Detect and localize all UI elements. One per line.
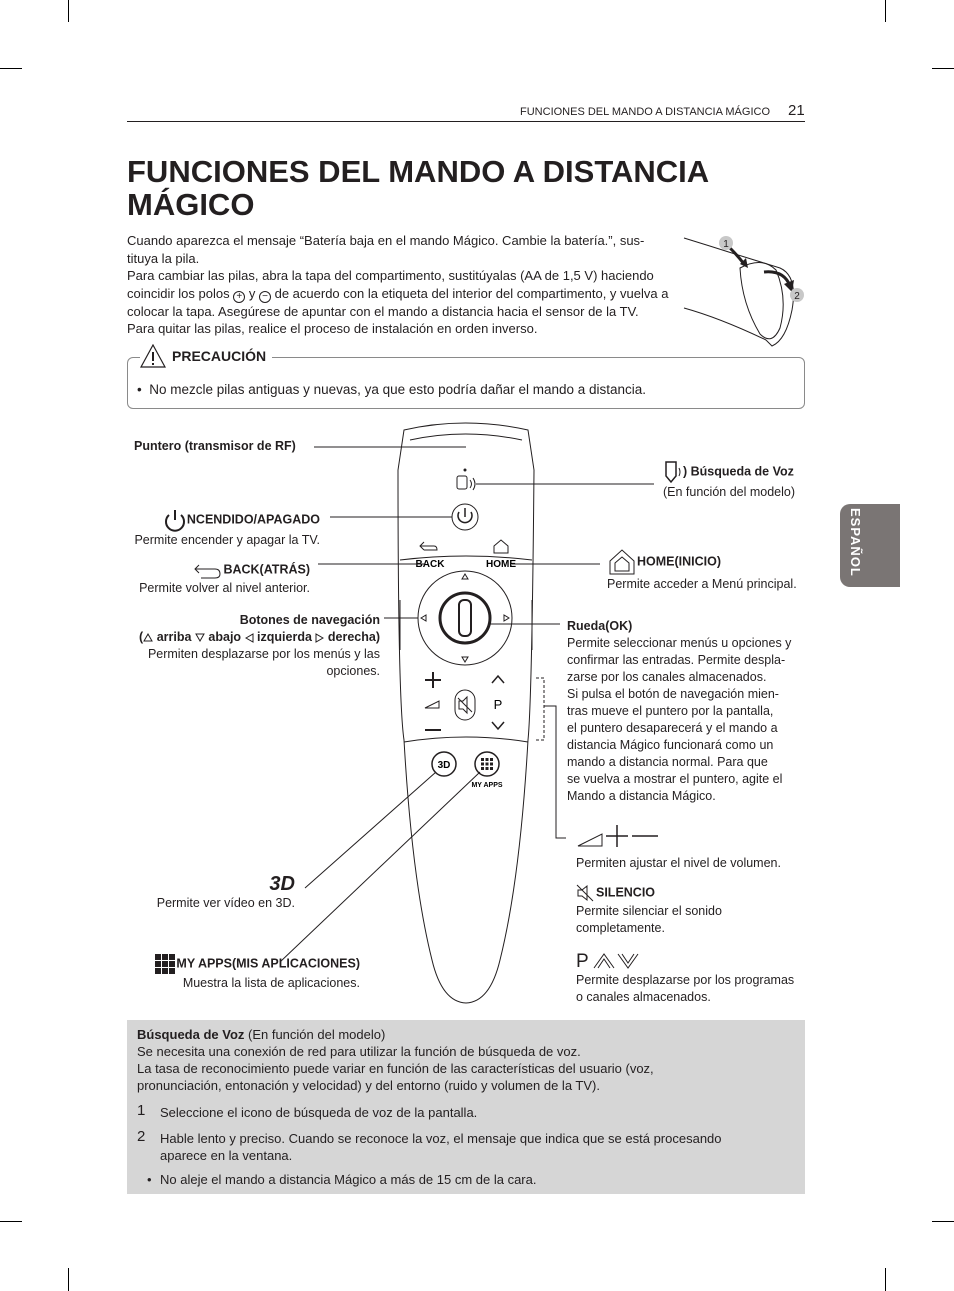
note-title-row — [137, 1026, 797, 1043]
minus-pole-icon: − — [259, 291, 271, 303]
program-title-row — [576, 950, 816, 972]
nav-left-text: izquierda — [257, 630, 312, 644]
crop-mark — [0, 1221, 22, 1222]
intro-text: y — [248, 285, 256, 301]
nav-directions — [110, 629, 380, 646]
note-line: Se necesita una conexión de red para utilizar la función de búsqueda de voz. — [137, 1044, 581, 1059]
nav-desc: Permiten desplazarse por los menús y las — [147, 647, 380, 661]
triangle-right-icon — [315, 633, 324, 643]
page-number: 21 — [788, 102, 805, 119]
volume-icons — [576, 822, 666, 850]
nav-paren: ( — [139, 630, 144, 644]
wheel-callout — [567, 618, 812, 805]
leader-bracket — [536, 678, 544, 740]
home-title: HOME(INICIO) — [637, 554, 722, 569]
program-callout — [576, 950, 816, 1006]
microphone-icon — [663, 460, 683, 484]
voice-title-row — [663, 460, 813, 484]
my-apps-title: MY APPS(MIS APLICACIONES) — [176, 956, 360, 971]
home-icon — [494, 540, 508, 553]
threed-desc: Permite ver vídeo en 3D. — [156, 896, 295, 910]
voice-wave-icon — [470, 478, 475, 490]
back-title: BACK(ATRÁS) — [223, 562, 310, 577]
volume-level-icon — [578, 834, 602, 846]
step-text: Hable lento y preciso. Cuando se reconoce la voz, el mensaje que indica que se está procesando — [160, 1131, 722, 1146]
voice-title: ) Búsqueda de Voz — [683, 464, 794, 479]
my-apps-callout — [120, 953, 360, 992]
back-button-label[interactable]: BACK — [415, 559, 445, 570]
triangle-left-icon — [245, 633, 254, 643]
note-bullet: • — [147, 1172, 152, 1187]
back-callout — [110, 560, 310, 597]
wheel-desc-line: mando a distancia normal. Para que — [567, 755, 768, 769]
program-down-button[interactable] — [492, 722, 504, 729]
power-callout — [120, 508, 320, 549]
wheel-desc-line: distancia Mágico funcionará como un — [567, 738, 774, 752]
crop-mark — [932, 1221, 954, 1222]
remote-inner-outline — [410, 434, 522, 440]
intro-line: Para quitar las pilas, realice el proceso de instalación en orden inverso. — [127, 321, 538, 336]
wheel-desc-line: tras mueve el puntero por la pantalla, — [567, 704, 774, 718]
plus-pole-icon: + — [233, 291, 245, 303]
caution-heading-text: PRECAUCIÓN — [172, 348, 267, 364]
wheel-desc-line: confirmar las entradas. Permite despla- — [567, 653, 786, 667]
pointer-label: Puntero (transmisor de RF) — [134, 439, 296, 453]
home-title-row — [607, 548, 817, 576]
intro-text: de acuerdo con la etiqueta del interior del compartimento, y vuelva a — [274, 285, 669, 301]
mute-callout — [576, 883, 816, 937]
navigation-callout — [110, 612, 380, 680]
wheel-desc-line: zarse por los canales almacenados. — [567, 670, 767, 684]
triangle-up-icon — [143, 633, 153, 642]
step-number: 2 — [137, 1128, 146, 1145]
volume-up-button[interactable] — [425, 672, 441, 688]
wheel-desc-line: se vuelva a mostrar el puntero, agite el — [567, 772, 783, 786]
volume-callout — [576, 822, 816, 872]
wheel-desc-line: Si pulsa el botón de navegación mien- — [567, 687, 779, 701]
language-tab-label: ESPAÑOL — [848, 508, 863, 577]
threed-symbol: 3D — [269, 873, 295, 895]
note-line: pronunciación, entonación y velocidad) y del entorno (ruido y volumen de la TV). — [137, 1078, 600, 1093]
intro-line: Para cambiar las pilas, abra la tapa del compartimento, sustitúyalas (AA de 1,5 V) haciendo — [127, 268, 654, 283]
caution-text: No mezcle pilas antiguas y nuevas, ya que esto podría dañar el mando a distancia. — [149, 382, 647, 397]
my-apps-button-label: MY APPS — [471, 782, 503, 789]
page-title: FUNCIONES DEL MANDO A DISTANCIA MÁGICO — [127, 154, 708, 222]
mute-desc: Permite silenciar el sonido — [576, 904, 722, 918]
microphone-icon — [457, 476, 467, 489]
step-number: 1 — [723, 239, 729, 250]
crop-mark — [885, 1268, 886, 1291]
nav-right-text: derecha) — [327, 630, 380, 644]
power-desc: Permite encender y apagar la TV. — [134, 533, 320, 547]
mute-icon — [576, 883, 596, 903]
home-button-label[interactable]: HOME — [486, 559, 516, 570]
wheel-desc-line: el puntero desaparecerá y el mando a — [567, 721, 778, 735]
home-callout — [607, 548, 817, 593]
note-title: Búsqueda de Voz — [137, 1027, 245, 1042]
sensor-dot — [464, 469, 467, 472]
step-number: 2 — [794, 291, 800, 302]
remote-panel-line — [404, 737, 528, 742]
power-title-row — [120, 508, 320, 532]
nav-up-text: arriba — [156, 630, 192, 644]
power-icon — [163, 508, 187, 532]
nav-title: Botones de navegación — [239, 613, 380, 627]
back-desc: Permite volver al nivel anterior. — [139, 581, 310, 595]
threed-button-label: 3D — [437, 760, 451, 771]
threed-callout — [120, 873, 295, 912]
plus-icon — [606, 825, 628, 847]
intro-text: coincidir los polos — [127, 285, 230, 301]
my-apps-title-row — [120, 953, 360, 975]
intro-line: tituya la pila. — [127, 250, 200, 266]
power-title: NCENDIDO/APAGADO — [186, 512, 320, 527]
volume-level-icon — [425, 701, 439, 708]
running-header: FUNCIONES DEL MANDO A DISTANCIA MÁGICO — [520, 106, 770, 118]
program-up-button[interactable] — [492, 676, 504, 683]
back-title-row — [110, 560, 310, 580]
wheel-title: Rueda(OK) — [567, 619, 633, 633]
wheel-desc-line: Permite seleccionar menús u opciones y — [567, 636, 792, 650]
leader-line — [305, 772, 436, 888]
program-label: P — [493, 697, 503, 712]
home-desc: Permite acceder a Menú principal. — [607, 577, 797, 591]
leader-line — [544, 706, 566, 838]
triangle-down-icon — [195, 633, 205, 642]
back-icon — [193, 560, 223, 580]
program-desc: Permite desplazarse por los programas — [576, 973, 795, 987]
bullet: • — [137, 382, 142, 397]
apps-grid-icon — [154, 953, 176, 975]
crop-mark — [68, 1268, 69, 1291]
wheel-desc-line: Mando a distancia Mágico. — [567, 789, 716, 803]
my-apps-desc: Muestra la lista de aplicaciones. — [182, 976, 360, 990]
home-icon — [607, 548, 637, 576]
mute-title-row — [576, 883, 816, 903]
note-title-suffix: (En función del modelo) — [244, 1027, 386, 1042]
step-text: Seleccione el icono de búsqueda de voz de la pantalla. — [160, 1105, 478, 1120]
mute-title: SILENCIO — [596, 885, 656, 900]
nav-down-text: abajo — [208, 630, 242, 644]
step-text: aparece en la ventana. — [160, 1148, 293, 1163]
volume-desc: Permiten ajustar el nivel de volumen. — [576, 856, 781, 870]
program-updown-icon — [592, 950, 642, 972]
program-desc: o canales almacenados. — [576, 990, 711, 1004]
intro-line: Cuando aparezca el mensaje “Batería baja en el mando Mágico. Cambie la batería.”, sus- — [127, 233, 645, 248]
intro-line: colocar la tapa. Asegúrese de apuntar con el mando a distancia hacia el sensor de la TV. — [127, 303, 639, 319]
step-number: 1 — [137, 1102, 146, 1119]
mute-desc: completamente. — [576, 921, 665, 935]
leader-line — [280, 772, 480, 962]
nav-desc: opciones. — [326, 664, 380, 678]
voice-search-note — [127, 1020, 805, 1194]
voice-callout — [663, 460, 813, 501]
apps-grid-icon — [481, 758, 493, 770]
program-symbol: P — [576, 950, 589, 972]
voice-sub: (En función del modelo) — [663, 485, 796, 499]
note-line: La tasa de reconocimiento puede variar en función de las características del usuario (voz, — [137, 1061, 654, 1076]
back-icon — [420, 542, 437, 550]
note-tip: No aleje el mando a distancia Mágico a más de 15 cm de la cara. — [160, 1172, 537, 1187]
